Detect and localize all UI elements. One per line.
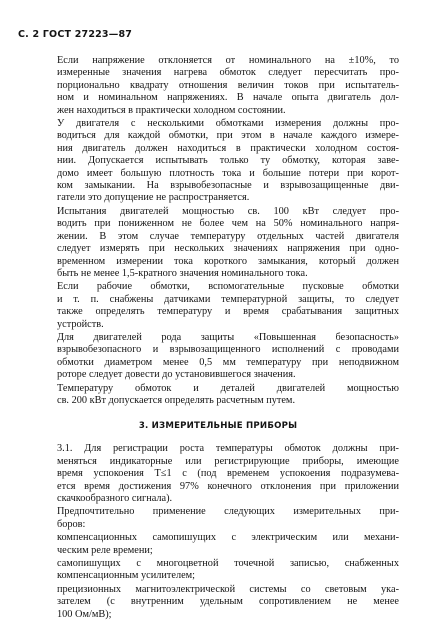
text-line: боров: bbox=[57, 518, 86, 530]
section-title: 3. ИЗМЕРИТЕЛЬНЫЕ ПРИБОРЫ bbox=[138, 421, 298, 432]
paragraph bbox=[37, 506, 399, 531]
text-line: ческим реле времени; bbox=[57, 544, 153, 556]
paragraph bbox=[37, 332, 399, 382]
text-line: обмотки диаметром менее 0,5 мм температуру при неподвижном bbox=[57, 356, 399, 368]
text-line: Если рабочие обмотки, вспомогательные пусковые обмотки bbox=[57, 281, 399, 293]
paragraph bbox=[37, 383, 399, 408]
text-line: гатели это допущение не распространяется. bbox=[57, 192, 250, 204]
text-line: Предпочтительно применение следующих измерительных при- bbox=[57, 506, 399, 518]
text-line: Если напряжение отклоняется от номинального на ±10%, то bbox=[57, 55, 399, 66]
text-line: 3.1. Для регистрации роста температуры обмоток должны при- bbox=[57, 443, 399, 455]
paragraph bbox=[37, 532, 399, 557]
paragraph bbox=[37, 558, 399, 583]
text-line: У двигателя с несколькими обмотками измерения должны про- bbox=[57, 118, 399, 130]
text-line: также определять температуру и время срабатывания защитных bbox=[57, 306, 399, 318]
text-line: Для двигателей рода защиты «Повышенная безопасность» bbox=[57, 331, 399, 343]
text-line: ном и номинальном напряжениях. В начале опыта двигатель дол- bbox=[57, 92, 399, 104]
text-line: меняться индикаторные или регистрирующие приборы, имеющие bbox=[57, 455, 399, 467]
text-line: и т. п. снабжены датчиками температурной защиты, то следует bbox=[57, 293, 399, 305]
body-text-bottom bbox=[37, 443, 399, 621]
text-line: нии. Допускается испытывать только ту обмотку, которая заве- bbox=[57, 155, 399, 167]
text-line: скачкообразного сигнала). bbox=[57, 493, 173, 504]
paragraph bbox=[37, 443, 399, 505]
paragraph bbox=[37, 55, 399, 117]
paragraph bbox=[37, 206, 399, 280]
text-line: взрывобезопасного и взрывозащищенного исполнений с проводами bbox=[57, 344, 399, 356]
text-line: ется время достижения 97% конечного отклонения при приложении bbox=[57, 480, 399, 492]
text-line: ния двигатель должен находиться в практически холодном состоя- bbox=[57, 142, 399, 154]
text-line: быть не менее 1,5-кратного значения номинального тока. bbox=[57, 267, 308, 279]
text-line: ком замыкании. На взрывобезопасные и взрывозащищенные дви- bbox=[57, 180, 399, 192]
text-line: самопишущих с многоцветной точечной записью, снабженных bbox=[57, 558, 399, 570]
text-line: жении. В этом случае температуру отдельных частей двигателя bbox=[57, 230, 399, 242]
text-line: жен находиться в практически холодном состоянии. bbox=[57, 104, 286, 116]
paragraph bbox=[37, 281, 399, 331]
text-line: временном измерении тока короткого замыкания, который должен bbox=[57, 255, 399, 267]
text-line: домо имеет большую плотность тока и большие потери при корот- bbox=[57, 167, 399, 179]
text-line: Испытания двигателей мощностью св. 100 кВт следует про- bbox=[57, 205, 399, 217]
paragraph bbox=[37, 584, 399, 621]
paragraph bbox=[37, 118, 399, 205]
text-line: роторе следует довести до установившегося значения. bbox=[57, 369, 296, 381]
text-line: устройств. bbox=[57, 318, 104, 330]
text-line: Температуру обмоток и деталей двигателей мощностью bbox=[57, 382, 399, 394]
text-line: измеренные значения нагрева обмоток следует пересчитать про- bbox=[57, 67, 399, 79]
text-line: прецизионных магнитоэлектрической системы со световым ука- bbox=[57, 583, 399, 595]
page-header: С. 2 ГОСТ 27223—87 bbox=[18, 29, 133, 40]
text-line: порционально квадрату отношения величин токов при испытатель- bbox=[57, 79, 399, 91]
text-line: следует измерять при нескольких значениях напряжения при одно- bbox=[57, 243, 399, 255]
body-text-top bbox=[37, 55, 399, 407]
document-body bbox=[37, 55, 399, 622]
text-line: водиться для каждой обмотки, при этом в начале каждого измере- bbox=[57, 130, 399, 142]
text-line: водить при пониженном не более чем на 50% номинального напря- bbox=[57, 218, 399, 230]
text-line: 100 Ом/мВ); bbox=[57, 608, 112, 620]
text-line: св. 200 кВт допускается определять расчетным путем. bbox=[57, 394, 296, 406]
text-line: время успокоения T≤1 с (под временем успокоения подразумева- bbox=[57, 468, 399, 480]
text-line: компенсационным усилителем; bbox=[57, 570, 196, 582]
text-line: компенсационных самопишущих с электрическим или механи- bbox=[57, 532, 399, 544]
text-line: зателем (с внутренним удельным сопротивлением не менее bbox=[57, 596, 399, 608]
